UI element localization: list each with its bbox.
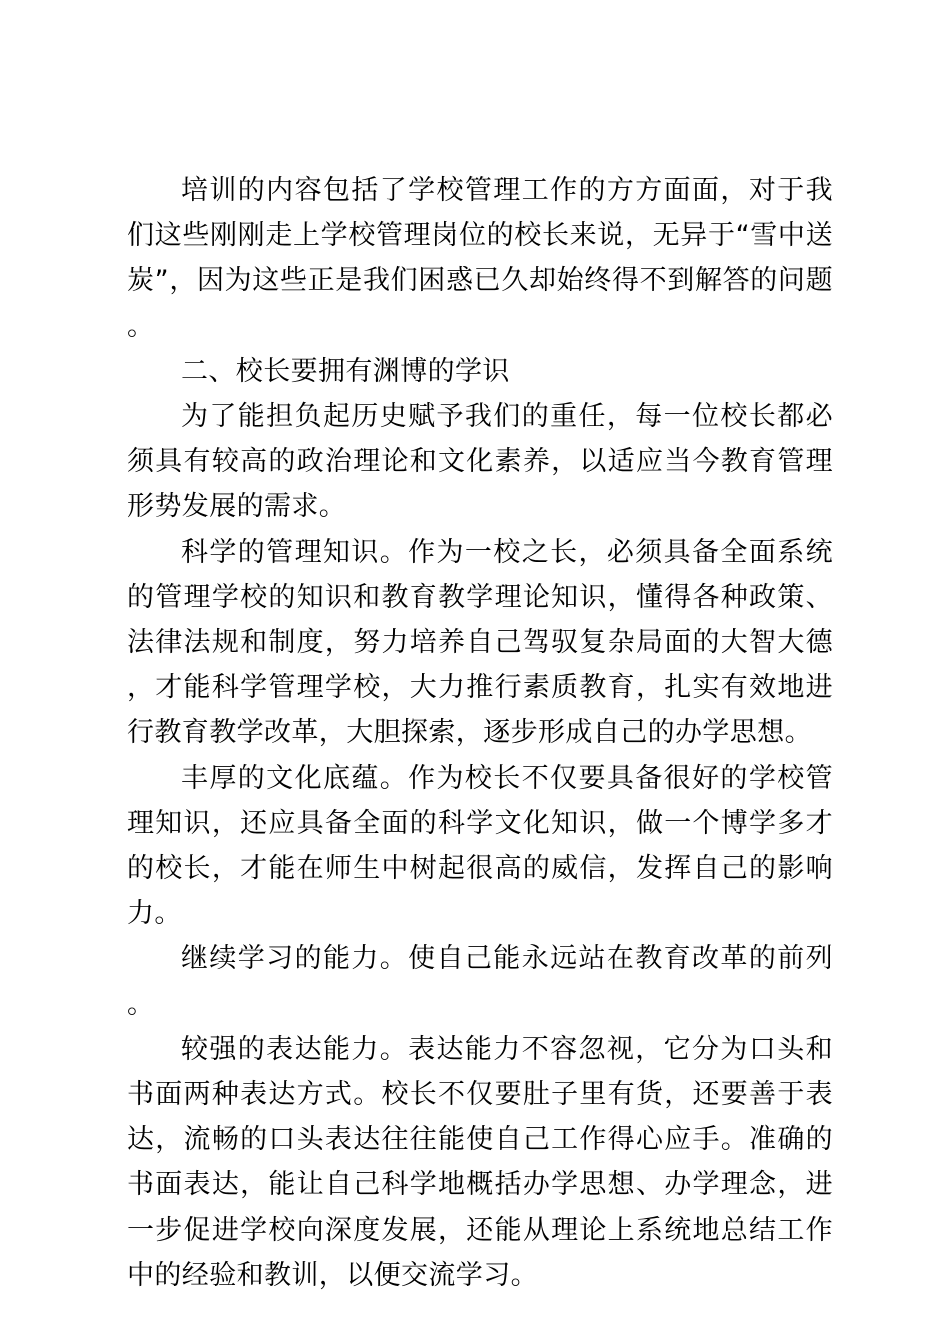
paragraph-expression-ability: 较强的表达能力。表达能力不容忽视，它分为口头和书面两种表达方式。校长不仅要肚子里有货，还要善于表达，流畅的口头表达往往能使自己工作得心应手。准确的书面表达，能让自己科学地概括办学思想、办学理念，进一步促进学校向深度发展，还能从理论上系统地总结工作中的经验和教训，以便交流学习。 [127, 1033, 833, 1291]
section-heading-knowledge: 二、校长要拥有渊博的学识 [181, 355, 510, 387]
paragraph-training-content: 培训的内容包括了学校管理工作的方方面面，对于我们这些刚刚走上学校管理岗位的校长来说，无异于“雪中送炭”，因为这些正是我们困惑已久却始终得不到解答的问题。 [127, 175, 833, 342]
paragraph-cultural-foundation: 丰厚的文化底蕴。作为校长不仅要具备很好的学校管理知识，还应具备全面的科学文化知识，做一个博学多才的校长，才能在师生中树起很高的威信，发挥自己的影响力。 [127, 762, 833, 930]
paragraph-responsibility: 为了能担负起历史赋予我们的重任，每一位校长都必须具有较高的政治理论和文化素养，以适应当今教育管理形势发展的需求。 [127, 401, 833, 523]
document-page [127, 168, 833, 1298]
paragraph-management-knowledge: 科学的管理知识。作为一校之长，必须具备全面系统的管理学校的知识和教育教学理论知识，懂得各种政策、法律法规和制度，努力培养自己驾驭复杂局面的大智大德，才能科学管理学校，大力推行素质教育，扎实有效地进行教育教学改革，大胆探索，逐步形成自己的办学思想。 [127, 536, 833, 749]
paragraph-continuous-learning: 继续学习的能力。使自己能永远站在教育改革的前列。 [127, 943, 833, 1020]
